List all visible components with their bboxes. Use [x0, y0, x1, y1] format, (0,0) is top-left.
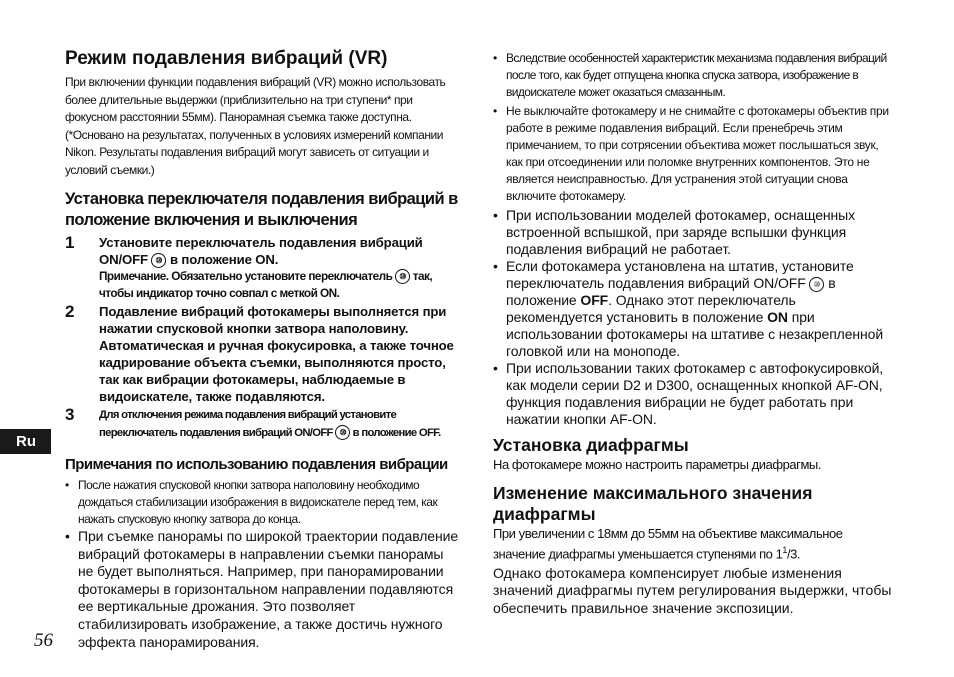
- step-1-text-end: в положение ON.: [169, 252, 279, 267]
- list-item: • Не выключайте фотокамеру и не снимайте с фотокамеры объектив при работе в режиме подавления вибраций. Если пренебречь этим примечанием, то при сотрясении объектива может послышаться звук, как при отсоединении или поломке внутренних компонентов. Это не является неисправностью. Для устранения этой ситуации снова включите фотокамеру.: [493, 103, 893, 205]
- switch-heading: Установка переключателя подавления вибраций в положение включения и выключения: [65, 190, 458, 229]
- vr-title: Режим подавления вибраций (VR): [65, 48, 388, 69]
- list-item: • Если фотокамера установлена на штатив, установите переключатель подавления вибраций ON/OFF ⑩ в положение OFF. Однако этот переключатель рекомендуется установить в положение ON при использовании фотокамеры на штативе с незакрепленной головкой или на моноподе.: [493, 258, 893, 360]
- step-number: 3: [65, 405, 75, 424]
- step-1-text: Установите переключатель подавления вибраций ON/OFF: [99, 235, 423, 267]
- step-1-note-end: так, чтобы индикатор точно совпал с меткой ON.: [99, 269, 433, 300]
- step-3: [65, 406, 461, 442]
- switch-ref-icon: ⑩: [395, 269, 410, 284]
- aperture-text: На фотокамере можно настроить параметры диафрагмы.: [493, 457, 821, 472]
- max-aperture-title: Изменение максимального значения диафрагмы: [493, 482, 813, 524]
- right-column: [493, 50, 893, 617]
- switch-ref-icon: ⑩: [151, 253, 166, 268]
- off-label: OFF: [580, 292, 609, 308]
- step-3-text: Для отключения режима подавления вибраций установите переключатель подавления вибраций ON/OFF: [99, 409, 397, 439]
- aperture-title: Установка диафрагмы: [493, 435, 689, 455]
- list-item: • После нажатия спусковой кнопки затвора наполовину необходимо дождаться стабилизации изображения в видоискателе перед тем, как нажать спусковую кнопку затвора до конца.: [65, 477, 461, 528]
- list-item: • Вследствие особенностей характеристик механизма подавления вибраций после того, как будет отпущена кнопка спуска затвора, изображение в видоискателе может оказаться смазанным.: [493, 50, 893, 101]
- notes-list: [65, 477, 461, 651]
- vr-bullets: [493, 50, 893, 428]
- page-number: 56: [34, 630, 53, 651]
- notes-heading: Примечания по использованию подавления вибрации: [65, 456, 448, 473]
- max-aperture-text: При увеличении с 18мм до 55мм на объективе максимальное значение диафрагмы уменьшается ступенями по $1^1/3$.: [493, 525, 843, 562]
- step-1-note: Примечание. Обязательно установите переключатель: [99, 269, 393, 283]
- list-item: • При использовании таких фотокамер с автофокусировкой, как модели серии D2 и D300, оснащенных кнопкой AF-ON, функция подавления вибрации не будет работать при нажатии кнопки AF-ON.: [493, 360, 893, 428]
- on-label: ON: [767, 309, 788, 325]
- step-2: [65, 303, 461, 405]
- switch-ref-icon: ⑩: [809, 277, 824, 292]
- step-number: 1: [65, 233, 75, 252]
- language-tab: Ru: [0, 429, 51, 454]
- step-2-text: Подавление вибраций фотокамеры выполняется при нажатии спусковой кнопки затвора наполовину. Автоматическая и ручная фокусировка, а также точное кадрирование объекта съемки, выполняются просто, так как вибрации фотокамеры, наблюдаемые в видоискателе, также подавляются.: [99, 304, 454, 404]
- left-column: [65, 48, 461, 651]
- list-item: • При использовании моделей фотокамер, оснащенных встроенной вспышкой, при заряде вспышки функция подавления вибраций не работает.: [493, 207, 893, 258]
- step-3-text-end: в положение OFF.: [352, 427, 441, 439]
- list-item: • При съемке панорамы по широкой траектории подавление вибраций фотокамеры в направлении съемки панорамы не будет выполняться. Например, при панорамировании фотокамеры в горизонтальном направлении подавляются ее вертикальные дрожания. Это позволяет стабилизировать изображение, а также достичь нужного эффекта панорамирования.: [65, 528, 461, 651]
- vr-intro: При включении функции подавления вибраций (VR) можно использовать более длительные выдержки (приблизительно на три ступени* при фокусном расстоянии 55мм). Панорамная съемка также доступна. (*Основано на результатах, полученных в условиях измерений компании Nikon. Результаты подавления вибраций могут зависеть от ситуации и условий съемки.): [65, 75, 446, 177]
- compensate-text: Однако фотокамера компенсирует любые изменения значений диафрагмы путем регулирования выдержки, чтобы обеспечить правильное значение экспозиции.: [493, 564, 892, 616]
- step-number: 2: [65, 302, 75, 321]
- step-1: [65, 234, 461, 302]
- switch-ref-icon: ⑩: [335, 425, 350, 440]
